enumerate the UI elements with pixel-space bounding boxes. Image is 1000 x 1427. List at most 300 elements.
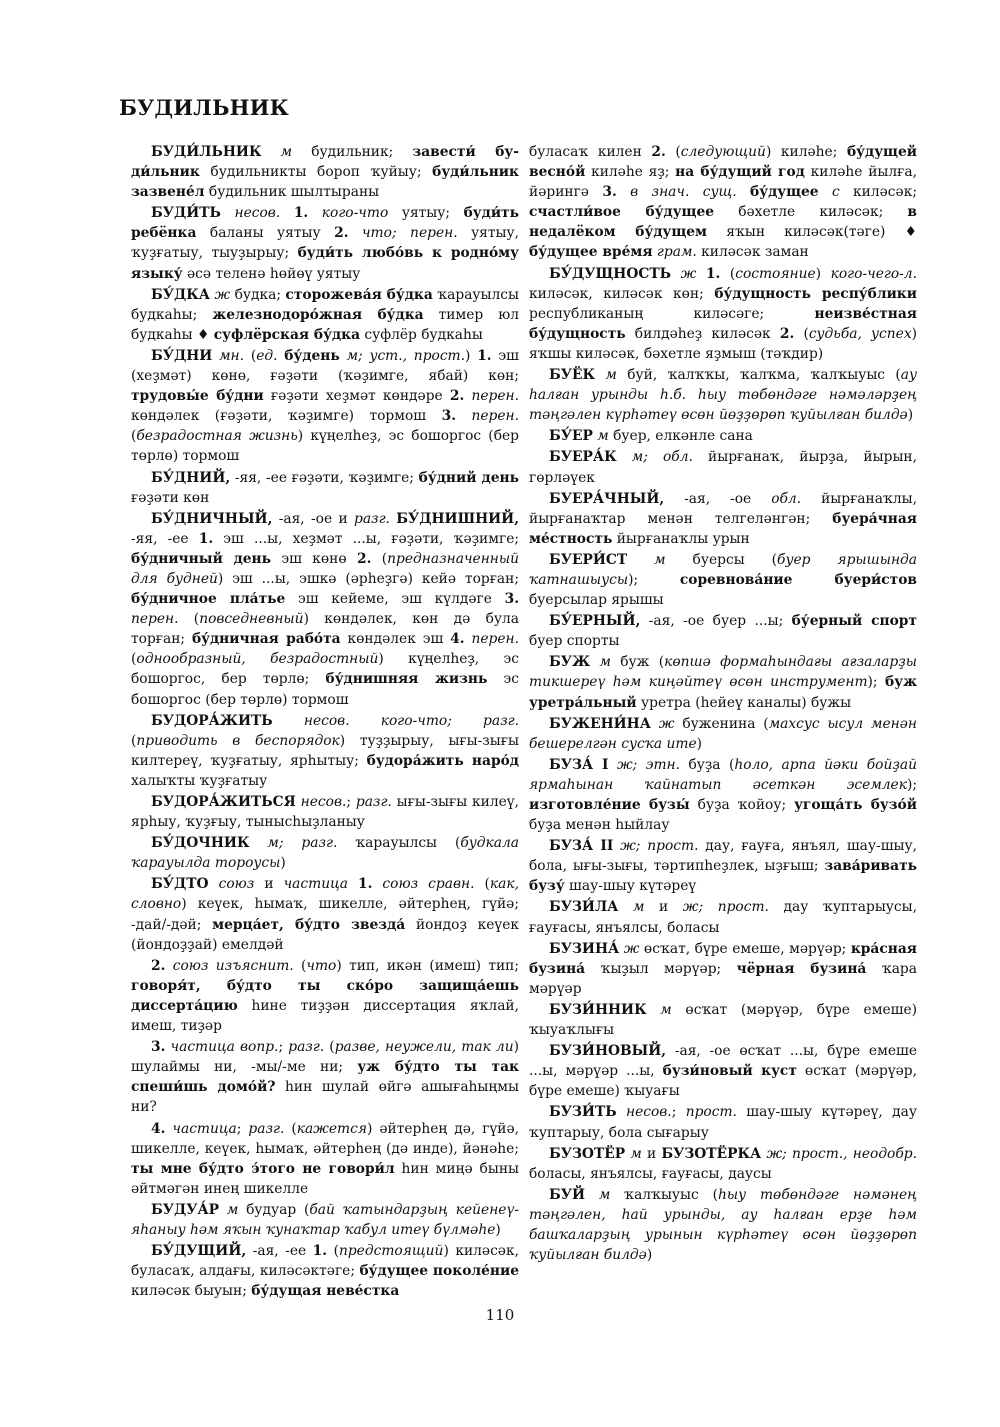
headword-text: 1.: [705, 265, 721, 282]
dictionary-entry: [529, 611, 917, 651]
definition-text: ): [907, 407, 914, 424]
headword-text: БУЗОТЁР: [549, 1145, 626, 1162]
grammar-label: м: [627, 551, 666, 568]
definition-text: һин миңә быны әйтмәгән инең шикелле: [131, 1160, 519, 1197]
grammar-label: перен.: [131, 611, 179, 628]
grammar-label: частица вопр.: [165, 1039, 279, 1056]
headword-text: 3.: [504, 591, 520, 608]
headword-text: буж уретра́льный: [529, 674, 917, 711]
definition-text: эш көнө: [271, 550, 358, 567]
grammar-label: состояние: [735, 265, 816, 282]
grammar-label: перен.: [456, 408, 519, 425]
grammar-label: м: [646, 1001, 672, 1018]
definition-text: уретра (һейеү каналы) бужы: [636, 694, 852, 711]
dictionary-entry: [529, 426, 917, 446]
definition-text: ҡалҡыуыс (: [610, 1186, 718, 1203]
definition-text: -яя, -ее: [131, 530, 199, 547]
definition-text: киләһе яҙ;: [585, 164, 676, 181]
dictionary-entry: [529, 652, 917, 712]
grammar-label: союз: [208, 876, 255, 893]
definition-text: ) күңелһеҙ, эс бошоргос (бер төрлө) тормош: [131, 428, 519, 465]
definition-text: [348, 876, 358, 892]
headword-text: буера́чная ме́стность: [529, 510, 917, 547]
definition-text: ҡара мәрүәр: [529, 960, 917, 997]
headword-text: БУЖ: [549, 654, 591, 671]
headword-text: 4.: [151, 1120, 166, 1137]
definition-text: и: [644, 899, 683, 916]
grammar-label: м: [219, 1201, 239, 1218]
dictionary-entry: [131, 346, 519, 467]
headword-text: на бу́дущий год: [675, 164, 805, 181]
headword-text: буди́ть любо́вь к родно́му языку́: [131, 245, 519, 282]
dictionary-column-right: [529, 142, 917, 1266]
dictionary-entry: [529, 755, 917, 835]
grammar-label: һыу төбөндәге нәмәнең тәңгәлен, һай урынды, ау һалған ерҙе һәм башҡаларҙың урынын күрһәтеү өсөн йөҙҙөрөп ҡуйылған билдә: [529, 1186, 917, 1264]
definition-text: уятыу;: [388, 205, 464, 222]
dictionary-entry: [131, 509, 519, 710]
definition-text: бәхетле киләсәк;: [714, 204, 908, 221]
page-number: 110: [485, 1306, 515, 1324]
headword-text: ты мне бу́дто э́того не говори́л: [131, 1160, 395, 1177]
definition-text: ) әйтерһең дә, гүйә, шикелле, кеүек, һымаҡ, әйтерһең (дә инде), йәнәһе;: [131, 1120, 519, 1157]
headword-text: будора́жить наро́д: [366, 752, 519, 769]
headword-text: БУ́ДНИ: [151, 347, 213, 364]
headword-text: 2.: [334, 225, 349, 242]
definition-text: ) киләсәк, буласаҡ, алдағы, киләсәктәге;: [131, 1243, 519, 1280]
definition-text: ;: [671, 1104, 686, 1121]
definition-text: суфлёр будкаһы: [360, 326, 483, 343]
definition-text: -ая, -ое: [664, 490, 772, 507]
definition-text: [280, 205, 294, 221]
grammar-label: частица: [165, 1120, 237, 1137]
page-header-title: БУДИЛЬНИК: [119, 95, 289, 120]
grammar-label: мн.: [212, 347, 245, 364]
dictionary-entry: [529, 264, 917, 364]
definition-text: киләсәк, киләсәк көн;: [529, 285, 715, 302]
headword-text: 1.: [477, 347, 492, 364]
definition-text: -ая, -ее: [246, 1243, 313, 1260]
headword-text: 2.: [357, 550, 372, 567]
definition-text: ) көндәлек, көн дә була торған;: [131, 611, 519, 648]
headword-text: 2.: [779, 325, 795, 342]
definition-text: киләсәк заман: [696, 244, 809, 261]
definition-text: билдәһеҙ киләсәк: [625, 325, 780, 342]
grammar-label: в знач. сущ.: [616, 184, 737, 201]
definition-text: буҙа (: [680, 756, 735, 773]
grammar-label: предстоящий: [338, 1243, 444, 1260]
headword-text: 2.: [151, 957, 166, 974]
headword-text: бу́дущая неве́стка: [251, 1283, 400, 1300]
dictionary-entry: [529, 939, 917, 999]
headword-text: БУЗА́ I: [549, 756, 609, 773]
definition-text: и: [254, 876, 284, 893]
dictionary-entry: [131, 711, 519, 791]
headword-text: буди́льник зазвене́л: [131, 164, 519, 201]
grammar-label: союз изъяснит.: [165, 957, 294, 974]
headword-text: завести́ буди́льник: [131, 144, 519, 181]
headword-text: говоря́т, бу́дто ты ско́ро защища́ешь диссерта́цию: [131, 977, 519, 1014]
definition-text: [696, 266, 706, 282]
definition-text: -ая, -ое и: [272, 510, 354, 527]
headword-text: 2.: [651, 144, 666, 160]
grammar-label: несов. кого-что; разг.: [272, 712, 519, 729]
dictionary-entry: [131, 792, 519, 832]
headword-text: 3.: [602, 184, 617, 201]
definition-text: ): [280, 855, 286, 872]
grammar-label: һоло, арпа йәки бойҙай ярмаһынан ҡайнатып әсеткән эсемлек: [529, 756, 917, 793]
headword-text: БУДИ́ЛЬНИК: [151, 144, 262, 160]
dictionary-entry: [131, 1241, 519, 1301]
grammar-label: разве, неужели, так ли: [334, 1039, 514, 1056]
grammar-label: грам.: [652, 244, 697, 261]
definition-text: йырғанаҡлы урын: [612, 530, 750, 547]
definition-text: буер, елкәнле сана: [608, 428, 753, 445]
headword-text: изготовле́ние бузы́: [529, 797, 690, 813]
headword-text: БУЗА́ II: [549, 838, 614, 855]
headword-text: БУЗОТЁРКА: [661, 1145, 762, 1162]
definition-text: -ая, -ое өсҡат ...ы, бүре емеше ...ы, мәрүәр ...ы,: [529, 1043, 917, 1080]
headword-text: БУ́ДУЩИЙ,: [151, 1243, 247, 1260]
grammar-label: союз сравн.: [372, 876, 475, 893]
headword-text: неизве́стная бу́дущность: [529, 305, 917, 342]
definition-text: яҡын киләсәк(тәге) ♦: [707, 224, 917, 241]
headword-text: БУЗИ́НОВЫЙ,: [549, 1043, 667, 1060]
grammar-label: м: [585, 1186, 611, 1203]
headword-text: БУЗИНА́: [549, 940, 620, 957]
headword-text: соревнова́ние буери́стов: [679, 571, 917, 588]
grammar-label: разг.: [355, 794, 392, 810]
headword-text: мерца́ет, бу́дто звезда́: [212, 916, 406, 933]
definition-text: йырғанаҡ, йырҙа, йырын, гөрләүек: [529, 449, 918, 486]
definition-text: (: [284, 1120, 297, 1137]
grammar-label: ау һалған урынды һ.б. һыу төбөндәге нәмәләрҙең тәңгәлен күрһәтеү өсөн йөҙҙөрөп ҡуйылған билдә: [529, 367, 918, 424]
definition-text: эш (хеҙмәт) көнө, ғәҙәти (ҡәҙимге, ябай) көн;: [131, 347, 519, 385]
grammar-label: ж: [619, 940, 640, 957]
dictionary-entry: [529, 365, 917, 425]
headword-text: бузи́новый куст: [662, 1063, 797, 1080]
definition-text: ): [465, 347, 478, 364]
dictionary-entry: [529, 1185, 917, 1265]
definition-text: өсҡат (мәрүәр, бүре емеше) ҡыуаҡлығы: [529, 1001, 917, 1039]
dictionary-entry: [131, 1200, 519, 1240]
headword-text: 1.: [357, 876, 373, 893]
definition-text: (: [131, 651, 137, 668]
headword-text: БУ́ДУЩНОСТЬ: [549, 265, 671, 282]
definition-text: ;: [346, 794, 356, 810]
definition-text: );: [867, 674, 886, 691]
headword-text: бу́день: [284, 347, 340, 364]
definition-text: (: [327, 1243, 339, 1260]
headword-text: БУДОРА́ЖИТЬ: [151, 712, 273, 729]
definition-text: (: [324, 1039, 335, 1056]
definition-text: (: [371, 550, 388, 567]
grammar-label: несов.: [295, 794, 347, 810]
headword-text: БУЗИ́ННИК: [549, 1001, 647, 1018]
definition-text: будуар (: [238, 1201, 310, 1218]
definition-text: халыҡты ҡуҙғатыу: [131, 772, 268, 789]
headword-text: 3.: [441, 408, 456, 425]
definition-text: (: [131, 732, 137, 749]
definition-text: буж (: [610, 654, 665, 671]
definition-text: буерсылар ярышы: [529, 592, 664, 609]
headword-text: БУЁК: [549, 367, 596, 384]
definition-text: өсҡат (мәрүәр, бүре емеше) ҡыуағы: [529, 1063, 917, 1100]
grammar-label: м; обл.: [616, 449, 693, 466]
headword-text: БУЕРИ́СТ: [549, 551, 628, 568]
dictionary-entry: [131, 833, 519, 873]
definition-text: буерсы (: [665, 551, 778, 568]
headword-text: БУЗИ́ЛА: [549, 899, 619, 916]
grammar-label: разг.: [353, 510, 390, 527]
definition-text: (: [244, 347, 257, 364]
grammar-label: махсус ысул менән бешерелгән сусҡа ите: [529, 715, 917, 752]
grammar-label: с: [818, 184, 840, 201]
definition-text: дау ҡуптарыусы, ғауғасы, янъялсы, боласы: [529, 899, 918, 936]
definition-text: әсә теленә һөйөү уятыу: [182, 265, 361, 282]
headword-text: чёрная бузина́: [736, 960, 867, 977]
headword-text: буди́ть ребёнка: [131, 205, 519, 242]
dictionary-entry: [529, 1102, 917, 1142]
definition-text: эш кейеме, эш күлдәге: [285, 591, 505, 608]
dictionary-entry: [529, 447, 917, 487]
definition-text: ) кеүек, һымаҡ, шикелле, әйтерһең, гүйә; -дай/-дәй;: [131, 896, 519, 933]
definition-text: (: [293, 957, 307, 974]
dictionary-entry: [529, 897, 917, 937]
definition-text: шау-шыу күтәреү: [564, 878, 697, 895]
definition-text: -ая, -ое буер ...ы;: [640, 613, 792, 630]
dictionary-entry: [131, 468, 519, 508]
headword-text: угоща́ть бузо́й: [794, 797, 917, 813]
definition-text: и: [641, 1145, 662, 1162]
grammar-label: безрадостная жизнь: [136, 428, 298, 445]
grammar-label: м; уст., прост.: [339, 347, 466, 364]
definition-text: ) күңелһеҙ, эс бошоргос, бер төрлө;: [131, 651, 520, 688]
definition-text: көндәлек (ғәҙәти, ҡәҙимге) тормош: [131, 408, 442, 425]
definition-text: өсҡат, бүре емеше, мәрүәр;: [639, 940, 851, 957]
headword-text: бу́дущее поколе́ние: [359, 1263, 520, 1280]
dictionary-entry: [529, 836, 917, 896]
grammar-label: буер ярышында ҡатнашыусы: [529, 551, 918, 588]
headword-text: БУДИ́ТЬ: [151, 205, 221, 222]
grammar-label: м: [625, 1145, 642, 1162]
definition-text: буер спорты: [529, 633, 620, 650]
grammar-label: ж; прост., неодобр.: [761, 1145, 918, 1162]
definition-text: һине тиҙҙән диссертация яҡлай, имеш, тиҙәр: [131, 997, 519, 1035]
grammar-label: что; перен.: [348, 225, 458, 242]
definition-text: буҙа менән һыйлау: [529, 817, 670, 834]
definition-text: ҡыҙыл мәрүәр;: [585, 960, 737, 977]
definition-text: боласы, янъялсы, ғауғасы, даусы: [529, 1165, 772, 1182]
dictionary-subsense: [131, 1119, 519, 1199]
dictionary-entry: [529, 489, 917, 549]
headword-text: БУ́ДНИШНИЙ,: [396, 510, 519, 527]
dictionary-entry: [131, 142, 519, 202]
grammar-label: разг.: [248, 1120, 285, 1137]
definition-text: (: [474, 876, 490, 893]
headword-text: БУ́ДТО: [151, 876, 209, 893]
dictionary-entry: [529, 1144, 917, 1184]
definition-text: ): [646, 1247, 653, 1264]
grammar-label: частица: [283, 876, 348, 893]
grammar-label: прост.: [685, 1104, 737, 1121]
headword-text: в недалёком бу́дущем: [529, 204, 917, 241]
definition-text: ) эш ...ы, эшкә (әрһеҙгә) кейә торған;: [217, 570, 520, 587]
headword-text: 1.: [312, 1243, 328, 1260]
grammar-label: м: [595, 367, 617, 384]
grammar-label: ж; этн.: [608, 756, 681, 773]
headword-text: бу́дничное пла́тье: [131, 591, 286, 608]
grammar-label: көпшә формаһындағы ағзаларҙы тикшереү һәм киңәйтеү өсөн инструмент: [529, 654, 918, 691]
definition-text: ығы-зығы килеү, ярһыу, ҡуҙғыу, тынысһыҙланыу: [131, 794, 519, 831]
grammar-label: как, словно: [131, 876, 519, 913]
headword-text: БУ́ДКА: [151, 286, 211, 303]
grammar-label: будкала ҡарауылда тороусы: [131, 835, 519, 872]
headword-text: бу́дущность респу́блики: [714, 285, 917, 302]
grammar-label: однообразный, безрадостный: [136, 651, 379, 668]
definition-text: будильник;: [292, 144, 413, 160]
headword-text: БУЕРА́К: [549, 449, 617, 466]
definition-text: уятыу, ҡуҙғатыу, тыуҙырыу;: [131, 225, 520, 262]
headword-text: БУ́ДОЧНИК: [151, 835, 250, 852]
definition-text: (: [665, 144, 681, 160]
headword-text: БУ́ДНИЧНЫЙ,: [151, 510, 273, 527]
definition-text: киләсәк быуын;: [131, 1283, 252, 1300]
headword-text: 3.: [151, 1039, 166, 1056]
headword-text: БУ́ЕРНЫЙ,: [549, 613, 641, 630]
definition-text: һин шулай өйгә ашығаһыңмы ни?: [131, 1079, 519, 1116]
headword-text: бу́ерный спорт: [791, 613, 917, 630]
grammar-label: м: [590, 654, 611, 671]
definition-text: (: [794, 325, 809, 342]
definition-text: будка;: [230, 286, 286, 303]
headword-text: 4.: [450, 631, 465, 648]
grammar-label: судьба, успех: [808, 325, 912, 342]
definition-text: көндәлек эш: [340, 631, 451, 648]
dictionary-entry: [131, 874, 519, 954]
definition-text: тимер юл будкаһы ♦: [131, 306, 520, 343]
headword-text: 2.: [449, 388, 465, 405]
headword-text: БУЖЕНИ́НА: [549, 715, 651, 732]
definition-text: (: [131, 428, 137, 445]
definition-text: баланы уятыу: [196, 225, 335, 242]
definition-text: ғәҙәти көн: [131, 489, 210, 506]
dictionary-entry: [529, 714, 917, 754]
headword-text: уж бу́дто ты так спеши́шь домо́й?: [131, 1059, 519, 1096]
definition-text: буҙа ҡойоу;: [689, 797, 795, 813]
definition-text: [737, 184, 750, 200]
grammar-label: ж: [670, 265, 697, 282]
definition-text: киләһе йылға, йәрингә: [529, 164, 917, 201]
definition-text: эс бошоргос (бер төрлө) тормош: [131, 671, 520, 708]
definition-text: йырғанаҡлы, йырғанаҡтар менән телгеләнгән;: [529, 490, 917, 527]
definition-text: ) яҡшы киләсәк, бәхетле яҙмыш (тәҡдир): [529, 325, 917, 362]
definition-text: ) шулаймы ни, -мы/-ме ни;: [131, 1039, 519, 1076]
definition-text: будильникты бороп ҡуйыу;: [199, 164, 433, 181]
grammar-label: повседневный: [199, 611, 304, 628]
dictionary-subsense: [131, 1037, 519, 1117]
headword-text: бу́дничный день: [131, 550, 272, 567]
headword-text: БУ́ДНИЙ,: [151, 469, 231, 486]
definition-text: ): [495, 1221, 501, 1238]
grammar-label: ж; прост.: [682, 899, 769, 916]
headword-text: трудовы́е бу́дни: [131, 388, 264, 405]
headword-text: БУЗИ́ТЬ: [549, 1104, 617, 1121]
grammar-label: кого-что: [308, 205, 389, 222]
headword-text: железнодоро́жная бу́дка: [212, 306, 424, 323]
headword-text: БУЕРА́ЧНЫЙ,: [549, 490, 665, 507]
headword-text: счастли́вое бу́дущее: [529, 204, 715, 221]
grammar-label: бай ҡатындарҙың кейенеү-яһаныу һәм яҡын ҡунаҡтар ҡабул итеү бүлмәһе: [131, 1201, 519, 1238]
grammar-label: м; разг.: [249, 835, 338, 852]
grammar-label: кажется: [296, 1120, 367, 1137]
definition-text: йондоҙ кеүек (йондоҙҙай) емелдәй: [131, 916, 519, 953]
grammar-label: ж: [210, 286, 231, 303]
grammar-label: м: [261, 144, 293, 160]
headword-text: БУЙ: [549, 1186, 586, 1203]
grammar-label: несов.: [616, 1104, 672, 1121]
definition-text: дау, ғауға, янъял, шау-шыу, бола, ығы-зығы, тәртипһеҙлек, ыҙғыш;: [529, 838, 918, 875]
headword-text: бу́днишняя жизнь: [325, 671, 488, 688]
grammar-label: предназначенный для будней: [131, 550, 519, 587]
definition-text: ҡарауылсы (: [337, 835, 461, 852]
definition-text: ) киләһе;: [765, 144, 847, 160]
grammar-label: следующий: [680, 144, 766, 160]
grammar-label: кого-чего-л.: [830, 265, 917, 282]
grammar-label: перен.: [464, 388, 519, 405]
definition-text: );: [628, 571, 680, 588]
headword-text: кра́сная бузина́: [529, 940, 917, 977]
definition-text: ;: [278, 1039, 289, 1056]
definition-text: киләсәк;: [839, 184, 917, 201]
headword-text: 1.: [198, 530, 214, 547]
dictionary-entry: [131, 285, 519, 345]
headword-text: БУДУА́Р: [151, 1201, 220, 1218]
definition-text: буй, ҡалҡҡы, ҡалҡма, ҡалҡыуыс (: [616, 367, 901, 384]
grammar-label: разг.: [288, 1039, 325, 1056]
definition-text: будильник шылтыраны: [204, 184, 380, 201]
definition-text: шау-шыу күтәреү, дау ҡуптарыу, бола сығарыу: [529, 1104, 917, 1141]
definition-text: республиканың киләсәге;: [529, 305, 815, 322]
grammar-label: м: [618, 899, 645, 916]
dictionary-entry: [529, 1000, 917, 1040]
grammar-label: что: [306, 957, 337, 974]
dictionary-entry: [529, 142, 917, 263]
dictionary-entry: [131, 203, 519, 283]
definition-text: ҡарауылсы будкаһы;: [131, 286, 519, 323]
definition-text: ): [696, 735, 703, 752]
dictionary-column-left: [131, 142, 519, 1302]
dictionary-subsense: [131, 956, 519, 1036]
grammar-label: ед.: [256, 347, 278, 364]
definition-text: );: [906, 776, 917, 793]
dictionary-entry: [529, 1041, 917, 1101]
grammar-label: ж: [650, 715, 675, 732]
headword-text: бу́дничная рабо́та: [191, 631, 341, 648]
definition-text: (: [178, 611, 200, 628]
headword-text: БУДОРА́ЖИТЬСЯ: [151, 794, 296, 810]
definition-text: ;: [236, 1120, 249, 1137]
grammar-label: ж; прост.: [613, 838, 699, 855]
headword-text: бу́дущее: [750, 184, 819, 201]
headword-text: бу́дний день: [418, 469, 519, 486]
definition-text: -яя, -ее ғәҙәти, ҡәҙимге;: [230, 469, 419, 486]
headword-text: суфлёрская бу́дка: [213, 326, 361, 343]
headword-text: бу́дущей весно́й: [529, 144, 917, 181]
headword-text: 1.: [293, 205, 309, 222]
grammar-label: обл.: [771, 490, 802, 507]
definition-text: ): [815, 265, 831, 282]
definition-text: ) туҙҙырыу, ығы-зығы килтереү, ҡуҙғатыу, ярһытыу;: [131, 732, 519, 769]
